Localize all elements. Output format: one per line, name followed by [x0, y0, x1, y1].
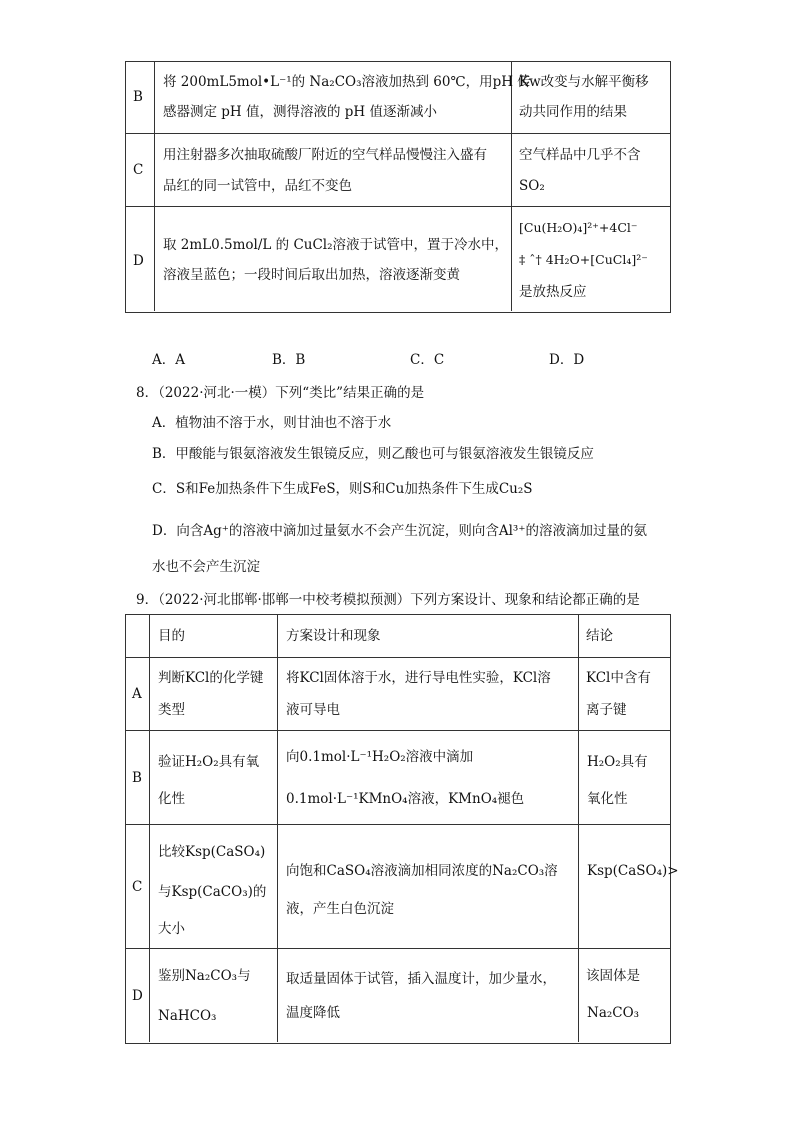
row-label: B: [132, 770, 142, 786]
q7-option-b[interactable]: B．B: [272, 352, 306, 368]
q8-option-d-cont: 水也不会产生沉淀: [152, 559, 260, 575]
row-label: A: [132, 686, 142, 702]
divider: [149, 614, 150, 1042]
row-conclusion: 空气样品中几乎不含: [519, 147, 641, 163]
q7-option-c[interactable]: C．C: [410, 352, 445, 368]
row-goal: 判断KCl的化学键: [158, 670, 264, 686]
q9-stem: 9．（2022·河北邯郸·邯郸一中校考模拟预测）下列方案设计、现象和结论都正确的是: [136, 592, 640, 608]
row-goal: 化性: [158, 791, 185, 807]
row-conclusion: H₂O₂具有: [587, 754, 648, 770]
row-conclusion: SO₂: [519, 178, 545, 194]
header-conclusion: 结论: [586, 628, 613, 644]
divider: [125, 133, 670, 134]
row-plan: 向0.1mol·L⁻¹H₂O₂溶液中滴加: [286, 749, 474, 765]
divider: [578, 614, 579, 1042]
q7-option-d[interactable]: D．D: [549, 352, 585, 368]
row-label: C: [132, 879, 143, 895]
q7-option-a[interactable]: A．A: [152, 352, 185, 368]
row-goal: 与Ksp(CaCO₃)的: [158, 884, 267, 900]
q8-option-d[interactable]: D．向含Ag⁺的溶液中滴加过量氨水不会产生沉淀，则向含Al³⁺的溶液滴加过量的氨: [152, 523, 647, 539]
divider: [125, 730, 670, 731]
q8-option-c[interactable]: C．S和Fe加热条件下生成FeS，则S和Cu加热条件下生成Cu₂S: [152, 481, 533, 497]
row-plan: 0.1mol·L⁻¹KMnO₄溶液，KMnO₄褪色: [286, 791, 525, 807]
row-label: C: [133, 162, 144, 178]
row-label: D: [132, 988, 143, 1004]
row-conclusion: Na₂CO₃: [587, 1005, 640, 1021]
row-plan: 取适量固体于试管，插入温度计，加少量水，: [286, 971, 556, 987]
row-conclusion: 是放热反应: [519, 284, 587, 300]
divider: [125, 657, 670, 658]
row-goal: 大小: [158, 921, 185, 937]
row-plan: 温度降低: [286, 1005, 340, 1021]
row-conclusion: ‡ ˆ† 4H₂O+[CuCl₄]²⁻: [519, 252, 648, 267]
row-plan: 将KCl固体溶于水，进行导电性实验，KCl溶: [286, 670, 551, 686]
row-conclusion: 该固体是: [586, 968, 640, 984]
row-plan: 液可导电: [286, 702, 340, 718]
q8-option-a[interactable]: A．植物油不溶于水，则甘油也不溶于水: [152, 415, 392, 431]
row-plan: 液，产生白色沉淀: [286, 901, 394, 917]
row-goal: 验证H₂O₂具有氧: [158, 754, 260, 770]
row-goal: 类型: [158, 702, 185, 718]
row-conclusion: Kw改变与水解平衡移: [519, 74, 649, 90]
row-conclusion: KCl中含有: [586, 670, 651, 686]
row-content: 用注射器多次抽取硫酸厂附近的空气样品慢慢注入盛有: [163, 147, 487, 163]
row-conclusion: 动共同作用的结果: [519, 104, 627, 120]
row-label: B: [133, 89, 143, 105]
row-goal: 鉴别Na₂CO₃与: [158, 968, 251, 984]
row-goal: 比较Ksp(CaSO₄): [158, 844, 266, 860]
divider: [511, 61, 512, 311]
row-content: 品红的同一试管中，品红不变色: [163, 178, 352, 194]
header-goal: 目的: [158, 628, 185, 644]
row-plan: 向饱和CaSO₄溶液滴加相同浓度的Na₂CO₃溶: [286, 863, 558, 879]
row-conclusion: [Cu(H₂O)₄]²⁺+4Cl⁻: [519, 220, 638, 235]
divider: [277, 614, 278, 1042]
divider: [125, 206, 670, 207]
row-conclusion: 氧化性: [587, 791, 628, 807]
divider: [125, 824, 670, 825]
row-conclusion: Ksp(CaSO₄)>: [587, 863, 679, 879]
row-goal: NaHCO₃: [158, 1008, 217, 1024]
divider: [154, 61, 155, 311]
row-conclusion: 离子键: [586, 702, 627, 718]
row-content: 溶液呈蓝色；一段时间后取出加热，溶液逐渐变黄: [163, 267, 460, 283]
q8-option-b[interactable]: B．甲酸能与银氨溶液发生银镜反应，则乙酸也可与银氨溶液发生银镜反应: [152, 446, 594, 462]
q8-stem: 8．（2022·河北·一模）下列“类比”结果正确的是: [136, 385, 425, 401]
row-content: 将 200mL5mol•L⁻¹的 Na₂CO₃溶液加热到 60℃，用pH 传: [163, 74, 531, 90]
header-plan: 方案设计和现象: [286, 628, 381, 644]
row-label: D: [133, 253, 144, 269]
divider: [125, 948, 670, 949]
row-content: 取 2mL0.5mol/L 的 CuCl₂溶液于试管中，置于冷水中，: [163, 237, 509, 253]
row-content: 感器测定 pH 值，测得溶液的 pH 值逐渐减小: [163, 104, 437, 120]
